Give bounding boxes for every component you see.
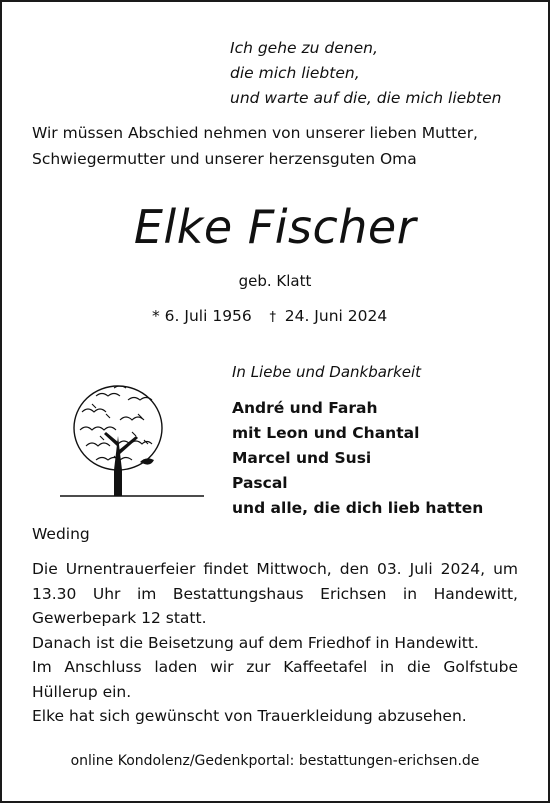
mourner-line: Pascal xyxy=(232,474,288,492)
mourners-list xyxy=(232,396,483,521)
gratitude-line: In Liebe und Dankbarkeit xyxy=(232,363,422,381)
reception-paragraph: Im Anschluss laden wir zur Kaffeetafel in die Golfstube Hüllerup ein. xyxy=(32,658,518,701)
poem-line: die mich liebten, xyxy=(230,64,360,82)
tree-icon xyxy=(56,374,206,504)
mourner-line: und alle, die dich lieb hatten xyxy=(232,499,484,517)
service-details xyxy=(32,557,518,729)
poem xyxy=(230,36,501,111)
birth-date: * 6. Juli 1956 xyxy=(152,307,252,325)
mourner-line: mit Leon und Chantal xyxy=(232,424,420,442)
life-dates xyxy=(152,305,387,329)
cross-icon: † xyxy=(269,310,277,325)
poem-line: Ich gehe zu denen, xyxy=(230,39,378,57)
intro-line: Wir müssen Abschied nehmen von unserer lieben Mutter, xyxy=(32,124,478,142)
birth-name: geb. Klatt xyxy=(238,272,312,290)
place: Weding xyxy=(32,525,90,543)
condolence-portal: online Kondolenz/Gedenkportal: bestattungen-erichsen.de xyxy=(70,753,480,769)
mourner-line: André und Farah xyxy=(232,399,378,417)
dress-code-paragraph: Elke hat sich gewünscht von Trauerkleidung abzusehen. xyxy=(32,707,467,725)
burial-paragraph: Danach ist die Beisetzung auf dem Friedhof in Handewitt. xyxy=(32,633,479,652)
funeral-paragraph: Die Urnentrauerfeier findet Mittwoch, den 03. Juli 2024, um 13.30 Uhr im Bestattungshaus Erichsen in Handewitt, Gewerbepark 12 statt. xyxy=(32,560,518,627)
death-date: 24. Juni 2024 xyxy=(284,307,388,325)
poem-line: und warte auf die, die mich liebten xyxy=(230,89,502,107)
intro-line: Schwiegermutter und unserer herzensguten Oma xyxy=(32,150,417,168)
intro-text xyxy=(32,120,478,172)
mourner-line: Marcel und Susi xyxy=(232,449,372,467)
deceased-name: Elke Fischer xyxy=(133,200,417,254)
